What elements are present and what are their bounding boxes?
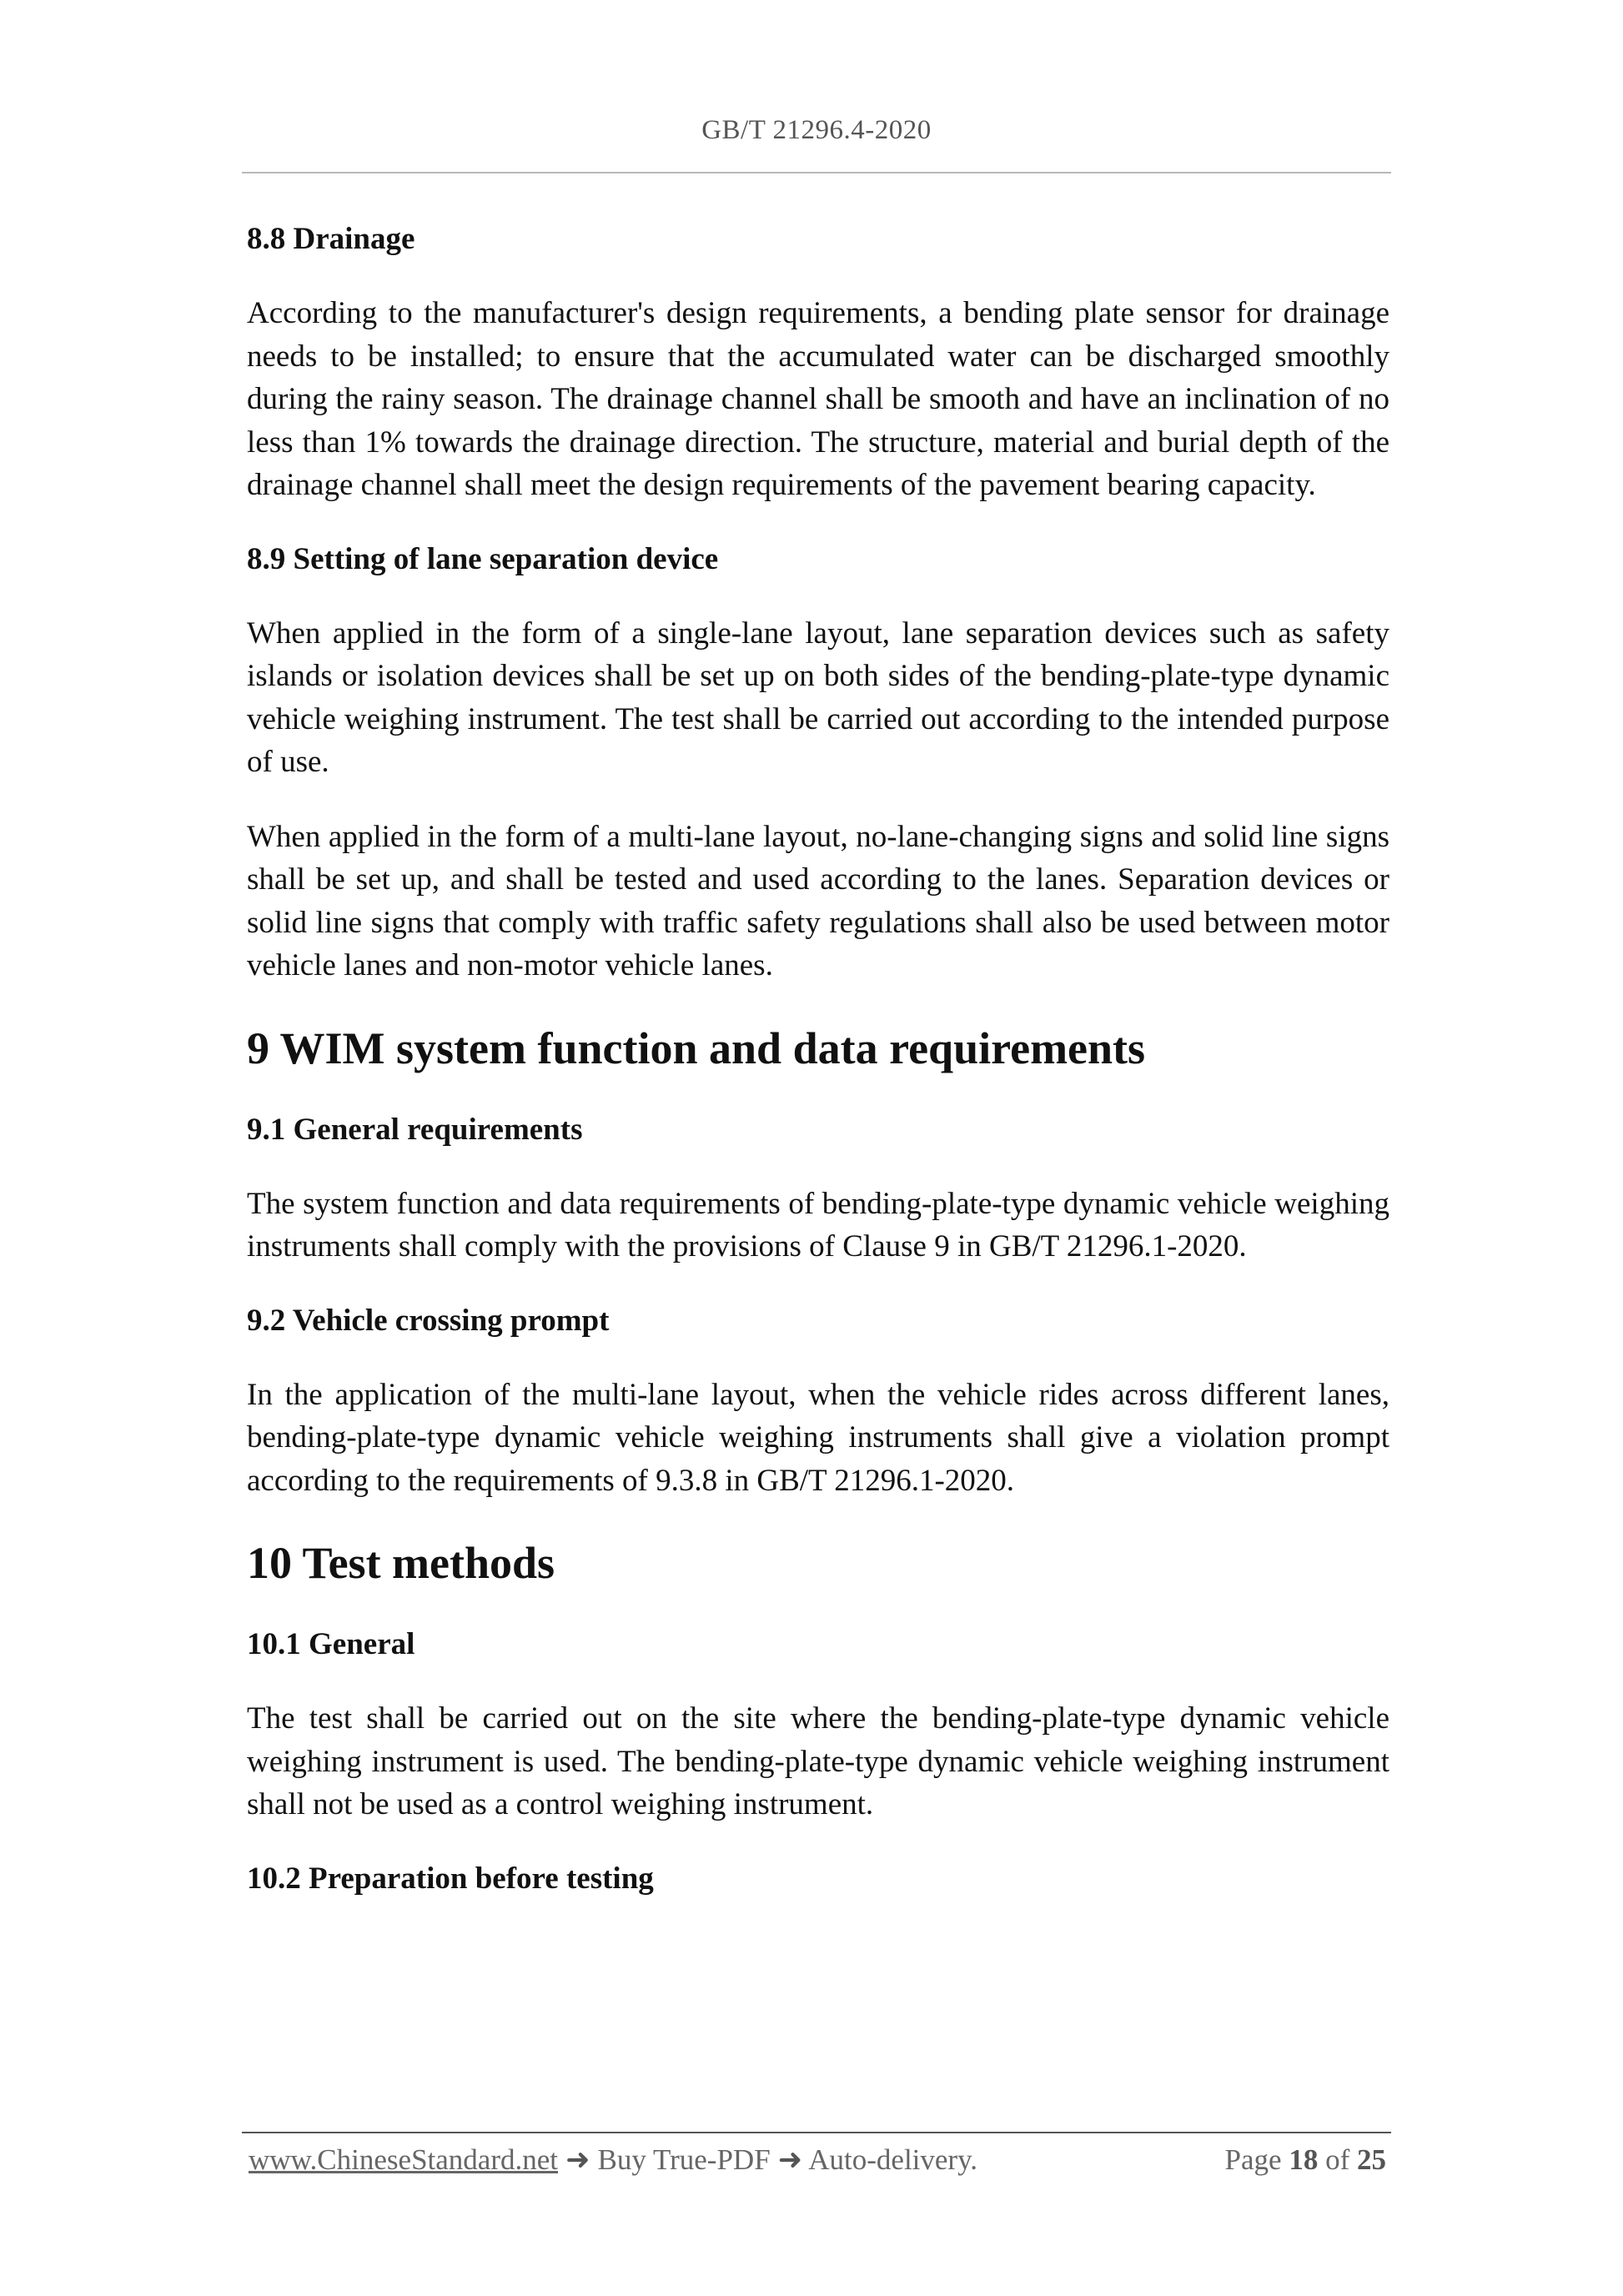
- footer-promo: [249, 2141, 977, 2179]
- total-pages-number: 25: [1357, 2143, 1386, 2176]
- section-8-9-heading: 8.9 Setting of lane separation device: [247, 541, 719, 576]
- auto-delivery-text: Auto-delivery.: [808, 2143, 978, 2176]
- section-8-9-paragraph-2: When applied in the form of a multi-lane layout, no-lane-changing signs and solid line signs shall be set up, and shall be tested and used according to the lanes. Separation devices or solid line signs that comply with traffic safety regulations shall also be used between motor vehicle lanes and non-motor vehicle lanes.: [247, 819, 1389, 982]
- section-8-8-heading: 8.8 Drainage: [247, 222, 415, 256]
- buy-true-pdf-text: Buy True-PDF: [597, 2143, 771, 2176]
- section-10-1-heading: 10.1 General: [247, 1627, 415, 1661]
- right-arrow-icon: ➜: [565, 2143, 590, 2176]
- website-link[interactable]: www.ChineseStandard.net: [249, 2143, 558, 2176]
- section-9-1-paragraph: The system function and data requirements of bending-plate-type dynamic vehicle weighing instruments shall comply with the provisions of Clause 9 in GB/T 21296.1-2020.: [247, 1186, 1389, 1264]
- section-10-2-heading: 10.2 Preparation before testing: [247, 1861, 654, 1896]
- header-divider: [242, 172, 1391, 173]
- section-8-9-paragraph-1: When applied in the form of a single-lane layout, lane separation devices such as safety islands or isolation devices shall be set up on both sides of the bending-plate-type dynamic vehicle weighing instrument. The test shall be carried out according to the intended purpose of use.: [247, 615, 1389, 779]
- section-9-1-heading: 9.1 General requirements: [247, 1112, 583, 1147]
- page-number-indicator: [1225, 2141, 1386, 2179]
- page-body: [247, 219, 1389, 1932]
- of-label: of: [1325, 2143, 1350, 2176]
- section-8-8-paragraph: According to the manufacturer's design requirements, a bending plate sensor for drainage needs to be installed; to ensure that the accumulated water can be discharged smoothly during the rainy season. The drainage channel shall be smooth and have an inclination of no less than 1% towards the drainage direction. The structure, material and burial depth of the drainage channel shall meet the design requirements of the pavement bearing capacity.: [247, 296, 1389, 502]
- right-arrow-icon: ➜: [777, 2143, 803, 2176]
- section-10-1-paragraph: The test shall be carried out on the site where the bending-plate-type dynamic vehicle weighing instrument is used. The bending-plate-type dynamic vehicle weighing instrument shall not be used as a control weighing instrument.: [247, 1701, 1389, 1821]
- page-label: Page: [1224, 2143, 1282, 2176]
- current-page-number: 18: [1289, 2143, 1319, 2176]
- section-9-2-paragraph: In the application of the multi-lane layout, when the vehicle rides across different lanes, bending-plate-type dynamic vehicle weighing instruments shall give a violation prompt according to the requirements of 9.3.8 in GB/T 21296.1-2020.: [247, 1377, 1389, 1498]
- section-9-heading: 9 WIM system function and data requirements: [247, 1022, 1146, 1073]
- section-10-heading: 10 Test methods: [247, 1538, 555, 1588]
- document-code-header: GB/T 21296.4-2020: [701, 115, 932, 145]
- footer-divider: [242, 2132, 1391, 2133]
- section-9-2-heading: 9.2 Vehicle crossing prompt: [247, 1303, 610, 1338]
